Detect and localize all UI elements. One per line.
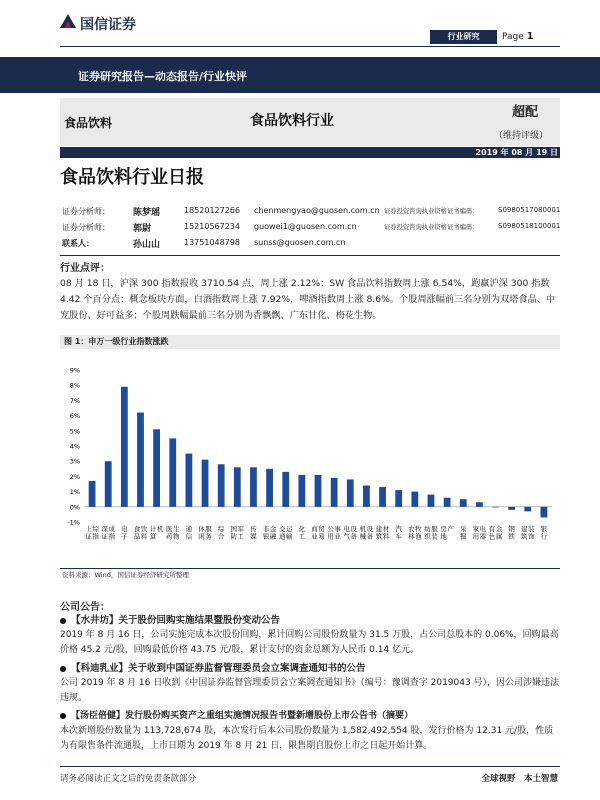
bullet-icon xyxy=(60,666,66,672)
bar-27 xyxy=(524,507,531,512)
analyst-role: 证券分析师： xyxy=(62,223,110,232)
section-divider xyxy=(60,255,560,256)
sector-label: 食品饮料 xyxy=(64,116,113,130)
x-tick-label: 采掘 xyxy=(459,525,467,541)
x-tick-label: 汽车 xyxy=(395,525,402,541)
x-tick-label: 交通运输 xyxy=(278,525,293,541)
x-tick-label: 深证成指 xyxy=(101,525,115,541)
x-tick-label: 化工 xyxy=(298,525,306,541)
y-tick-label: 6% xyxy=(69,412,80,421)
bar-2 xyxy=(121,387,128,507)
x-tick-label: 计算机 xyxy=(149,525,164,541)
y-tick-label: 9% xyxy=(69,366,80,375)
bar-19 xyxy=(395,490,402,507)
footer-divider xyxy=(60,766,560,767)
analyst-role: 证券分析师： xyxy=(62,207,110,216)
y-tick-label: 4% xyxy=(69,442,80,451)
analyst-email[interactable]: guowei1@guosen.com.cn xyxy=(254,222,357,231)
bar-13 xyxy=(298,475,305,507)
figure-source-divider xyxy=(60,568,560,569)
x-tick-label: 食品饮料 xyxy=(133,525,148,541)
y-tick-label: 7% xyxy=(69,396,80,405)
x-tick-label: 钢铁 xyxy=(508,525,515,541)
bar-23 xyxy=(460,499,467,507)
x-tick-label: 通信 xyxy=(185,525,193,541)
x-tick-label: 建筑材料 xyxy=(375,525,390,541)
x-tick-label: 综合 xyxy=(217,525,225,541)
report-date: 2019 年 08 月 19 日 xyxy=(475,148,558,157)
bar-1 xyxy=(105,461,112,507)
x-tick-label: 医药生物 xyxy=(166,525,180,541)
bullet-icon xyxy=(60,713,66,719)
announcement-title xyxy=(60,708,413,721)
announcement-body: 本次新增股份数量为 113,728,674 股，本次发行后本公司股份数量为 1,582,492,554 股，发行价格为 12.31 元/股，性质为有限售条件流通股，上市日期为 2019 年 8 月 21 日，限售期自股份上市之日起开始计算。 xyxy=(60,726,554,751)
header-divider xyxy=(60,46,560,47)
bar-8 xyxy=(218,464,225,507)
x-tick-label: 建筑装饰 xyxy=(521,525,535,541)
bar-5 xyxy=(169,438,176,506)
y-tick-label: 3% xyxy=(69,457,80,466)
analyst-phone: 15210567234 xyxy=(184,222,240,231)
bar-25 xyxy=(492,507,499,508)
analyst-name: 郭尉 xyxy=(133,224,152,234)
rating: 超配 xyxy=(512,105,539,120)
figure-caption: 图 1：申万一级行业指数涨跌 xyxy=(64,337,169,346)
y-tick-label: 2% xyxy=(69,472,80,481)
announcement-body: 2019 年 8 月 16 日，公司实施完成本次股份回购，累计回购公司股份数量为 31.5 万股，占公司总股本的 0.06%，回购最高价格 45.2 元/股，回购最低价格 43.75 元/股，累计支付的资金总额为人民币 0.14 亿元。 xyxy=(60,630,559,655)
bar-21 xyxy=(428,495,435,507)
bar-7 xyxy=(202,460,209,507)
analyst-cert: S0980518100001 xyxy=(498,222,561,230)
y-tick-label: 1% xyxy=(69,488,80,497)
contact-email[interactable]: sunss@guosen.com.cn xyxy=(254,238,346,247)
x-tick-label: 休闲服务 xyxy=(198,525,212,541)
bar-6 xyxy=(186,454,193,507)
bar-16 xyxy=(347,479,354,506)
bar-0 xyxy=(89,481,96,507)
x-tick-label: 纺织服装 xyxy=(424,525,438,541)
x-tick-label: 电气设备 xyxy=(343,525,358,541)
contact-name: 孙山山 xyxy=(133,240,161,250)
announcement-title-text: 【科迪乳业】关于收到中国证券监督管理委员会立案调查通知书的公告 xyxy=(71,663,366,674)
x-tick-label: 机械设备 xyxy=(359,525,374,541)
bar-15 xyxy=(331,478,338,507)
x-tick-label: 家用电器 xyxy=(472,525,487,541)
announcement-title xyxy=(60,612,280,626)
bullet-icon xyxy=(60,618,66,624)
bar-14 xyxy=(315,475,322,507)
guosen-logo-icon xyxy=(58,10,78,30)
bar-9 xyxy=(234,467,241,507)
bar-10 xyxy=(250,467,257,507)
y-tick-label: 8% xyxy=(69,381,80,390)
contact-phone: 13751048798 xyxy=(184,238,240,247)
bar-3 xyxy=(137,413,144,507)
announcement-title-text: 【汤臣倍健】发行股份购买资产之重组实施情况报告书暨新增股份上市公告书（摘要） xyxy=(71,711,414,721)
analyst-email[interactable]: chenmengyao@guosen.com.cn xyxy=(254,206,380,215)
banner-text: 证券研究报告—动态报告/行业快评 xyxy=(78,70,248,83)
analyst-phone: 18520127266 xyxy=(184,206,240,215)
announcement-title-text: 【水井坊】关于股份回购实施结果暨股份变动公告 xyxy=(71,615,281,626)
x-tick-label: 房地产 xyxy=(440,525,454,541)
announcement-body: 公司 2019 年 8 月 16 日收到《中国证券监督管理委员会立案调查通知书》（编号：豫调查字 2019043 号），因公司涉嫌违法违规。 xyxy=(60,678,560,703)
rating-note: （维持评级） xyxy=(494,131,549,141)
page-title: 食品饮料行业日报 xyxy=(60,167,204,188)
page-indicator xyxy=(502,30,534,44)
page-number: 1 xyxy=(526,31,534,42)
section-tag: 行业研究 xyxy=(430,30,497,44)
footer-slogan: 全球视野 本土智慧 xyxy=(481,774,558,784)
y-tick-label: 0% xyxy=(69,503,80,512)
bar-28 xyxy=(541,507,548,518)
bar-12 xyxy=(282,472,289,507)
x-tick-label: 电子 xyxy=(121,525,128,541)
analyst-cert-label: 证券投资咨询执业资格证书编码： xyxy=(384,224,479,231)
x-tick-label: 上证综指 xyxy=(85,525,99,541)
industry-label: 食品饮料行业 xyxy=(250,113,334,129)
y-tick-label: -1% xyxy=(67,518,80,527)
contact-role: 联系人： xyxy=(62,239,94,248)
x-tick-label: 公用事业 xyxy=(327,525,341,541)
announcements-heading: 公司公告： xyxy=(60,602,110,613)
x-tick-label: 传媒 xyxy=(250,525,257,541)
logo-text: 国信证券 xyxy=(80,17,136,33)
industry-index-bar-chart xyxy=(60,352,560,567)
bar-24 xyxy=(476,502,483,507)
x-tick-label: 国防军工 xyxy=(230,525,245,541)
analyst-name: 陈梦瑶 xyxy=(133,208,161,218)
bar-20 xyxy=(411,492,418,507)
page-prefix: Page xyxy=(502,32,524,42)
bar-11 xyxy=(266,469,273,507)
bar-17 xyxy=(363,486,370,507)
announcement-title xyxy=(60,660,366,674)
footer-disclaimer[interactable]: 请务必阅读正文之后的免责条款部分 xyxy=(60,774,197,784)
review-heading: 行业点评： xyxy=(60,263,110,274)
bar-4 xyxy=(153,429,160,507)
bar-18 xyxy=(379,487,386,507)
figure-source: 资料来源：Wind，国信证券经济研究所整理 xyxy=(62,571,189,579)
x-tick-label: 有色金属 xyxy=(488,525,503,541)
analyst-cert-label: 证券投资咨询执业资格证书编码： xyxy=(384,208,479,215)
analyst-cert: S0980517080001 xyxy=(498,206,561,214)
x-tick-label: 银行 xyxy=(540,525,548,541)
x-tick-label: 农林牧渔 xyxy=(408,525,422,541)
bar-22 xyxy=(444,498,451,507)
review-paragraph: 08 月 18 日，沪深 300 指数报收 3710.54 点，周上涨 2.12%；SW 食品饮料指数周上涨 6.54%，跑赢沪深 300 指数 4.42 个百分点；概念板块方面，白酒指数周上涨 7.92%，啤酒指数周上涨 8.6%。个股周涨幅前三名分别为双塔食品、中宠股份、好可益多；个股周跌幅最前三名分别为香飘飘、广东甘化、梅花生物。 xyxy=(60,278,556,321)
y-tick-label: 5% xyxy=(69,427,80,436)
x-tick-label: 商业贸易 xyxy=(311,525,325,541)
x-tick-label: 非银金融 xyxy=(262,525,277,541)
bar-26 xyxy=(508,507,515,510)
